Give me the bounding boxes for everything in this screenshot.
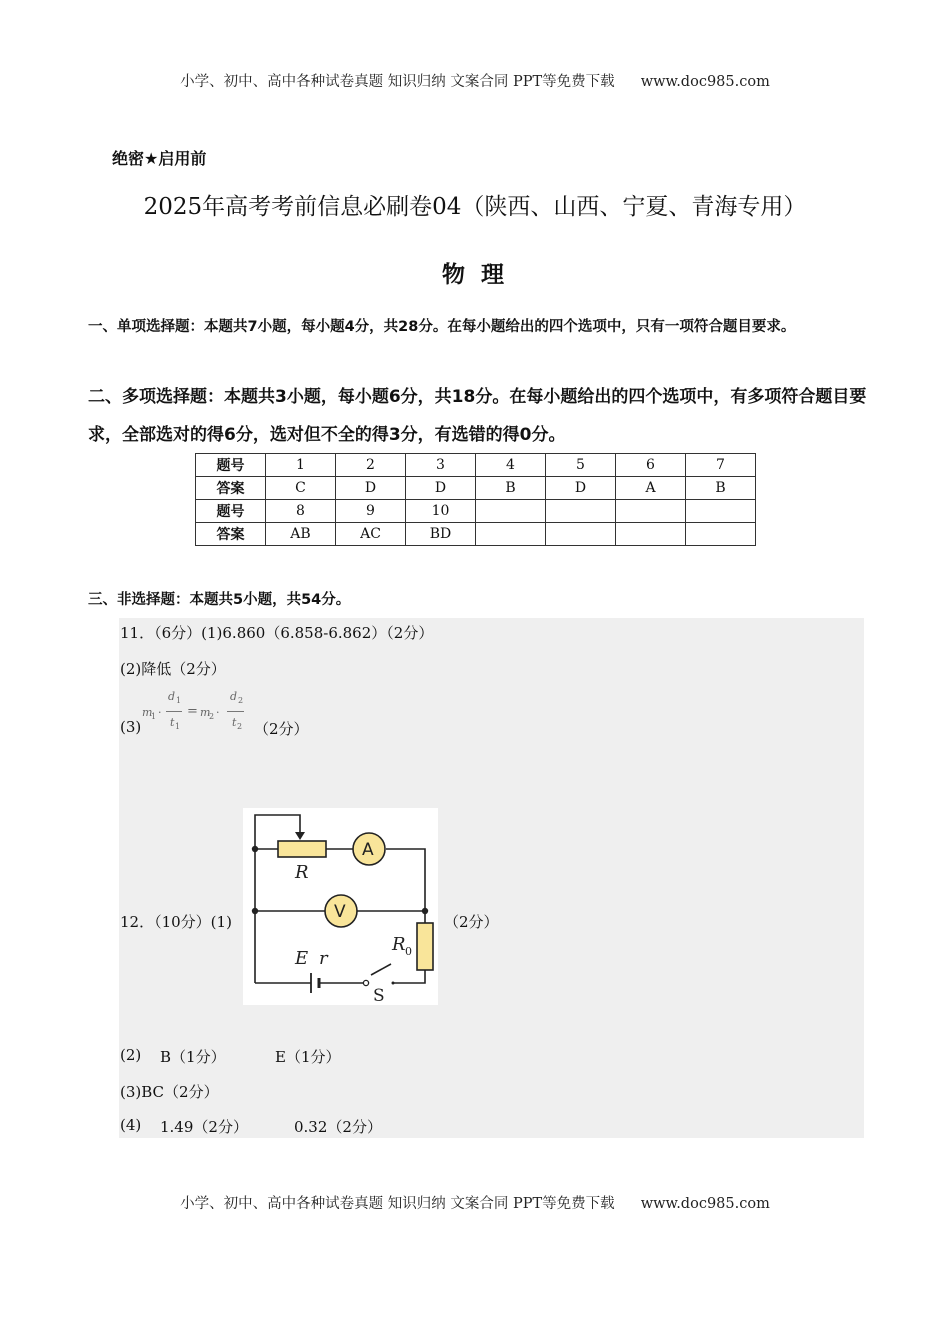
table-cell (476, 523, 546, 546)
table-cell: 答案 (196, 477, 266, 500)
label-r0: R (392, 934, 406, 955)
table-cell: A (616, 477, 686, 500)
table-cell: 3 (406, 454, 476, 477)
table-cell (476, 500, 546, 523)
label-r: R (295, 862, 309, 883)
table-row (196, 477, 756, 500)
table-cell (616, 523, 686, 546)
label-small-r: r (319, 948, 328, 969)
formula-m1: m (142, 706, 153, 719)
formula-t2: t (232, 716, 237, 729)
table-cell: B (476, 477, 546, 500)
label-v: V (334, 902, 346, 922)
junction-dot-icon (422, 908, 428, 914)
fraction-bar-2 (227, 711, 244, 712)
answer-q12-2-label: (2) (120, 1046, 142, 1064)
table-cell: 10 (406, 500, 476, 523)
page-footer (0, 1192, 950, 1213)
label-a: A (362, 840, 374, 860)
answer-q12-4-resistance: 0.32（2分） (294, 1118, 382, 1136)
table-cell (616, 500, 686, 523)
formula-t1: t (170, 716, 175, 729)
answer-q12-4-label: (4) (120, 1116, 142, 1134)
table-cell: 4 (476, 454, 546, 477)
table-cell: 答案 (196, 523, 266, 546)
switch-lever (371, 964, 391, 975)
table-cell (546, 523, 616, 546)
table-cell (686, 523, 756, 546)
momentum-formula (140, 690, 260, 738)
formula-m2-sub: 2 (209, 712, 215, 721)
formula-d2-sub: 2 (238, 696, 244, 705)
table-cell: D (546, 477, 616, 500)
fraction-bar-1 (166, 711, 182, 712)
label-e: E (295, 948, 309, 969)
formula-d2: d (230, 690, 238, 703)
table-cell: BD (406, 523, 476, 546)
formula-dot-1: · (158, 706, 162, 719)
footer-text: 小学、初中、高中各种试卷真题 知识归纳 文案合同 PPT等免费下载 (180, 1196, 615, 1212)
table-cell: B (686, 477, 756, 500)
table-cell: 2 (336, 454, 406, 477)
answer-q12-1-prefix: 12．（10分）(1) (120, 913, 232, 931)
header-text: 小学、初中、高中各种试卷真题 知识归纳 文案合同 PPT等免费下载 (180, 74, 615, 90)
section-1-instructions: 一、单项选择题：本题共7小题，每小题4分，共28分。在每小题给出的四个选项中，只有一项符合题目要求。 (88, 319, 796, 335)
answer-q12-4-emf: 1.49（2分） (160, 1118, 248, 1136)
table-cell: D (336, 477, 406, 500)
answer-q11-2: (2)降低（2分） (120, 660, 226, 678)
table-cell: 题号 (196, 500, 266, 523)
table-cell: C (266, 477, 336, 500)
junction-dot-icon (252, 908, 258, 914)
formula-d1-sub: 1 (176, 696, 182, 705)
answer-q12-2-e: E（1分） (275, 1048, 341, 1066)
formula-t1-sub: 1 (175, 722, 181, 731)
footer-url[interactable]: www.doc985.com (640, 1196, 770, 1212)
section-3-instructions: 三、非选择题：本题共5小题，共54分。 (88, 592, 351, 608)
table-cell: 7 (686, 454, 756, 477)
answer-q12-3: (3)BC（2分） (120, 1083, 219, 1101)
label-s: S (373, 986, 385, 1005)
rheostat-icon (278, 841, 326, 857)
header-url[interactable]: www.doc985.com (640, 74, 770, 90)
switch-pivot-icon (392, 982, 395, 985)
formula-dot-2: · (216, 706, 220, 719)
table-cell (546, 500, 616, 523)
table-cell: 9 (336, 500, 406, 523)
answer-q12-1-score: （2分） (444, 913, 499, 931)
answer-q11-1: 11．（6分）(1)6.860（6.858-6.862）（2分） (120, 624, 434, 642)
table-cell: AC (336, 523, 406, 546)
switch-contact-icon (363, 980, 368, 985)
slider-arrow-icon (295, 832, 305, 840)
circuit-diagram (243, 808, 438, 1005)
label-r0-sub: 0 (405, 945, 412, 958)
formula-d1: d (168, 690, 176, 703)
formula-t2-sub: 2 (237, 722, 243, 731)
formula-m2: m (200, 706, 211, 719)
table-cell: 1 (266, 454, 336, 477)
answer-table (195, 453, 756, 546)
table-row (196, 454, 756, 477)
junction-dot-icon (252, 846, 258, 852)
section-2-instructions: 二、多项选择题：本题共3小题，每小题6分，共18分。在每小题给出的四个选项中，有多项符合题目要求，全部选对的得6分，选对但不全的得3分，有选错的得0分。 (88, 387, 867, 445)
table-row (196, 500, 756, 523)
table-cell: 题号 (196, 454, 266, 477)
page-header (0, 70, 950, 91)
formula-equals: = (187, 704, 198, 719)
answer-q12-2-b: B（1分） (160, 1048, 226, 1066)
table-cell: D (406, 477, 476, 500)
circuit-svg (243, 808, 438, 1005)
resistor-r0-icon (417, 923, 433, 970)
subject-title: 物 理 (441, 262, 508, 288)
table-cell: AB (266, 523, 336, 546)
table-row (196, 523, 756, 546)
secret-label: 绝密★启用前 (112, 149, 207, 168)
table-cell: 6 (616, 454, 686, 477)
answer-q11-3-score: （2分） (254, 720, 309, 738)
table-cell: 5 (546, 454, 616, 477)
exam-title: 2025年高考考前信息必刷卷04（陕西、山西、宁夏、青海专用） (143, 194, 807, 220)
answer-q11-3-prefix: (3) (120, 718, 142, 736)
formula-m1-sub: 1 (151, 712, 157, 721)
table-cell (686, 500, 756, 523)
table-cell: 8 (266, 500, 336, 523)
